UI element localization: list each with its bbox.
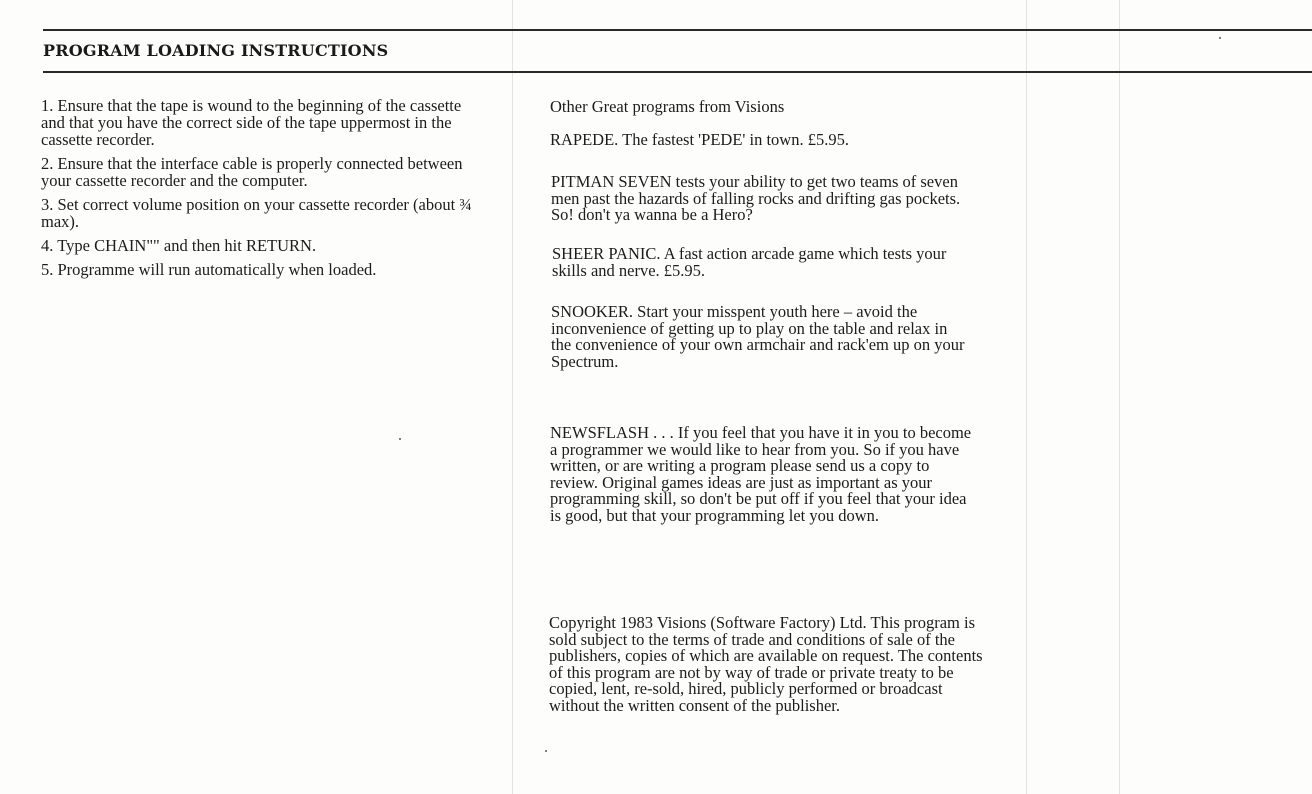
top-rule [43, 29, 1312, 31]
program-pitman-seven: PITMAN SEVEN tests your ability to get two teams of seven men past the hazards of falling rocks and drifting gas pockets. So! don't ya wanna be a Hero? [551, 172, 961, 224]
instruction-step: 5. Programme will run automatically when loaded. [41, 260, 377, 279]
instruction-list [41, 97, 481, 285]
instruction-step: 2. Ensure that the interface cable is properly connected between your cassette recorder and the computer. [41, 154, 463, 190]
other-programs-title: Other Great programs from Visions [550, 97, 785, 116]
page-heading: PROGRAM LOADING INSTRUCTIONS [43, 41, 389, 60]
program-sheer-panic: SHEER PANIC. A fast action arcade game which tests your skills and nerve. £5.95. [552, 244, 947, 280]
instruction-step: 1. Ensure that the tape is wound to the beginning of the cassette and that you have the correct side of the tape uppermost in the cassette recorder. [41, 96, 462, 149]
instruction-step: 4. Type CHAIN"" and then hit RETURN. [41, 236, 317, 255]
newsflash-paragraph: NEWSFLASH . . . If you feel that you have it in you to become a programmer we would like to hear from you. So if you have written, or are writing a program please send us a copy to review. Original games ideas are just as important as your programming skill, so don't be put off if you feel that your idea is good, but that your programming let you down. [550, 423, 972, 525]
program-snooker: SNOOKER. Start your misspent youth here – avoid the inconvenience of getting up to play on the table and relax in the convenience of your own armchair and rack'em up on your Spectrum. [551, 302, 965, 371]
paper-speck [399, 438, 401, 440]
heading-rule [43, 71, 1312, 73]
panel-fold-3 [1119, 0, 1120, 794]
panel-fold-2 [1026, 0, 1027, 794]
paper-speck [1219, 37, 1221, 39]
copyright-paragraph: Copyright 1983 Visions (Software Factory) Ltd. This program is sold subject to the terms of trade and conditions of sale of the publishers, copies of which are available on request. The contents of this program are not by way of trade or private treaty to be copied, lent, re-sold, hired, publicly performed or broadcast without the written consent of the publisher. [549, 613, 983, 715]
instruction-step: 3. Set correct volume position on your cassette recorder (about ¾ max). [41, 195, 472, 231]
panel-fold-1 [512, 0, 513, 794]
paper-speck [545, 750, 547, 752]
program-rapede: RAPEDE. The fastest 'PEDE' in town. £5.95. [550, 130, 849, 149]
